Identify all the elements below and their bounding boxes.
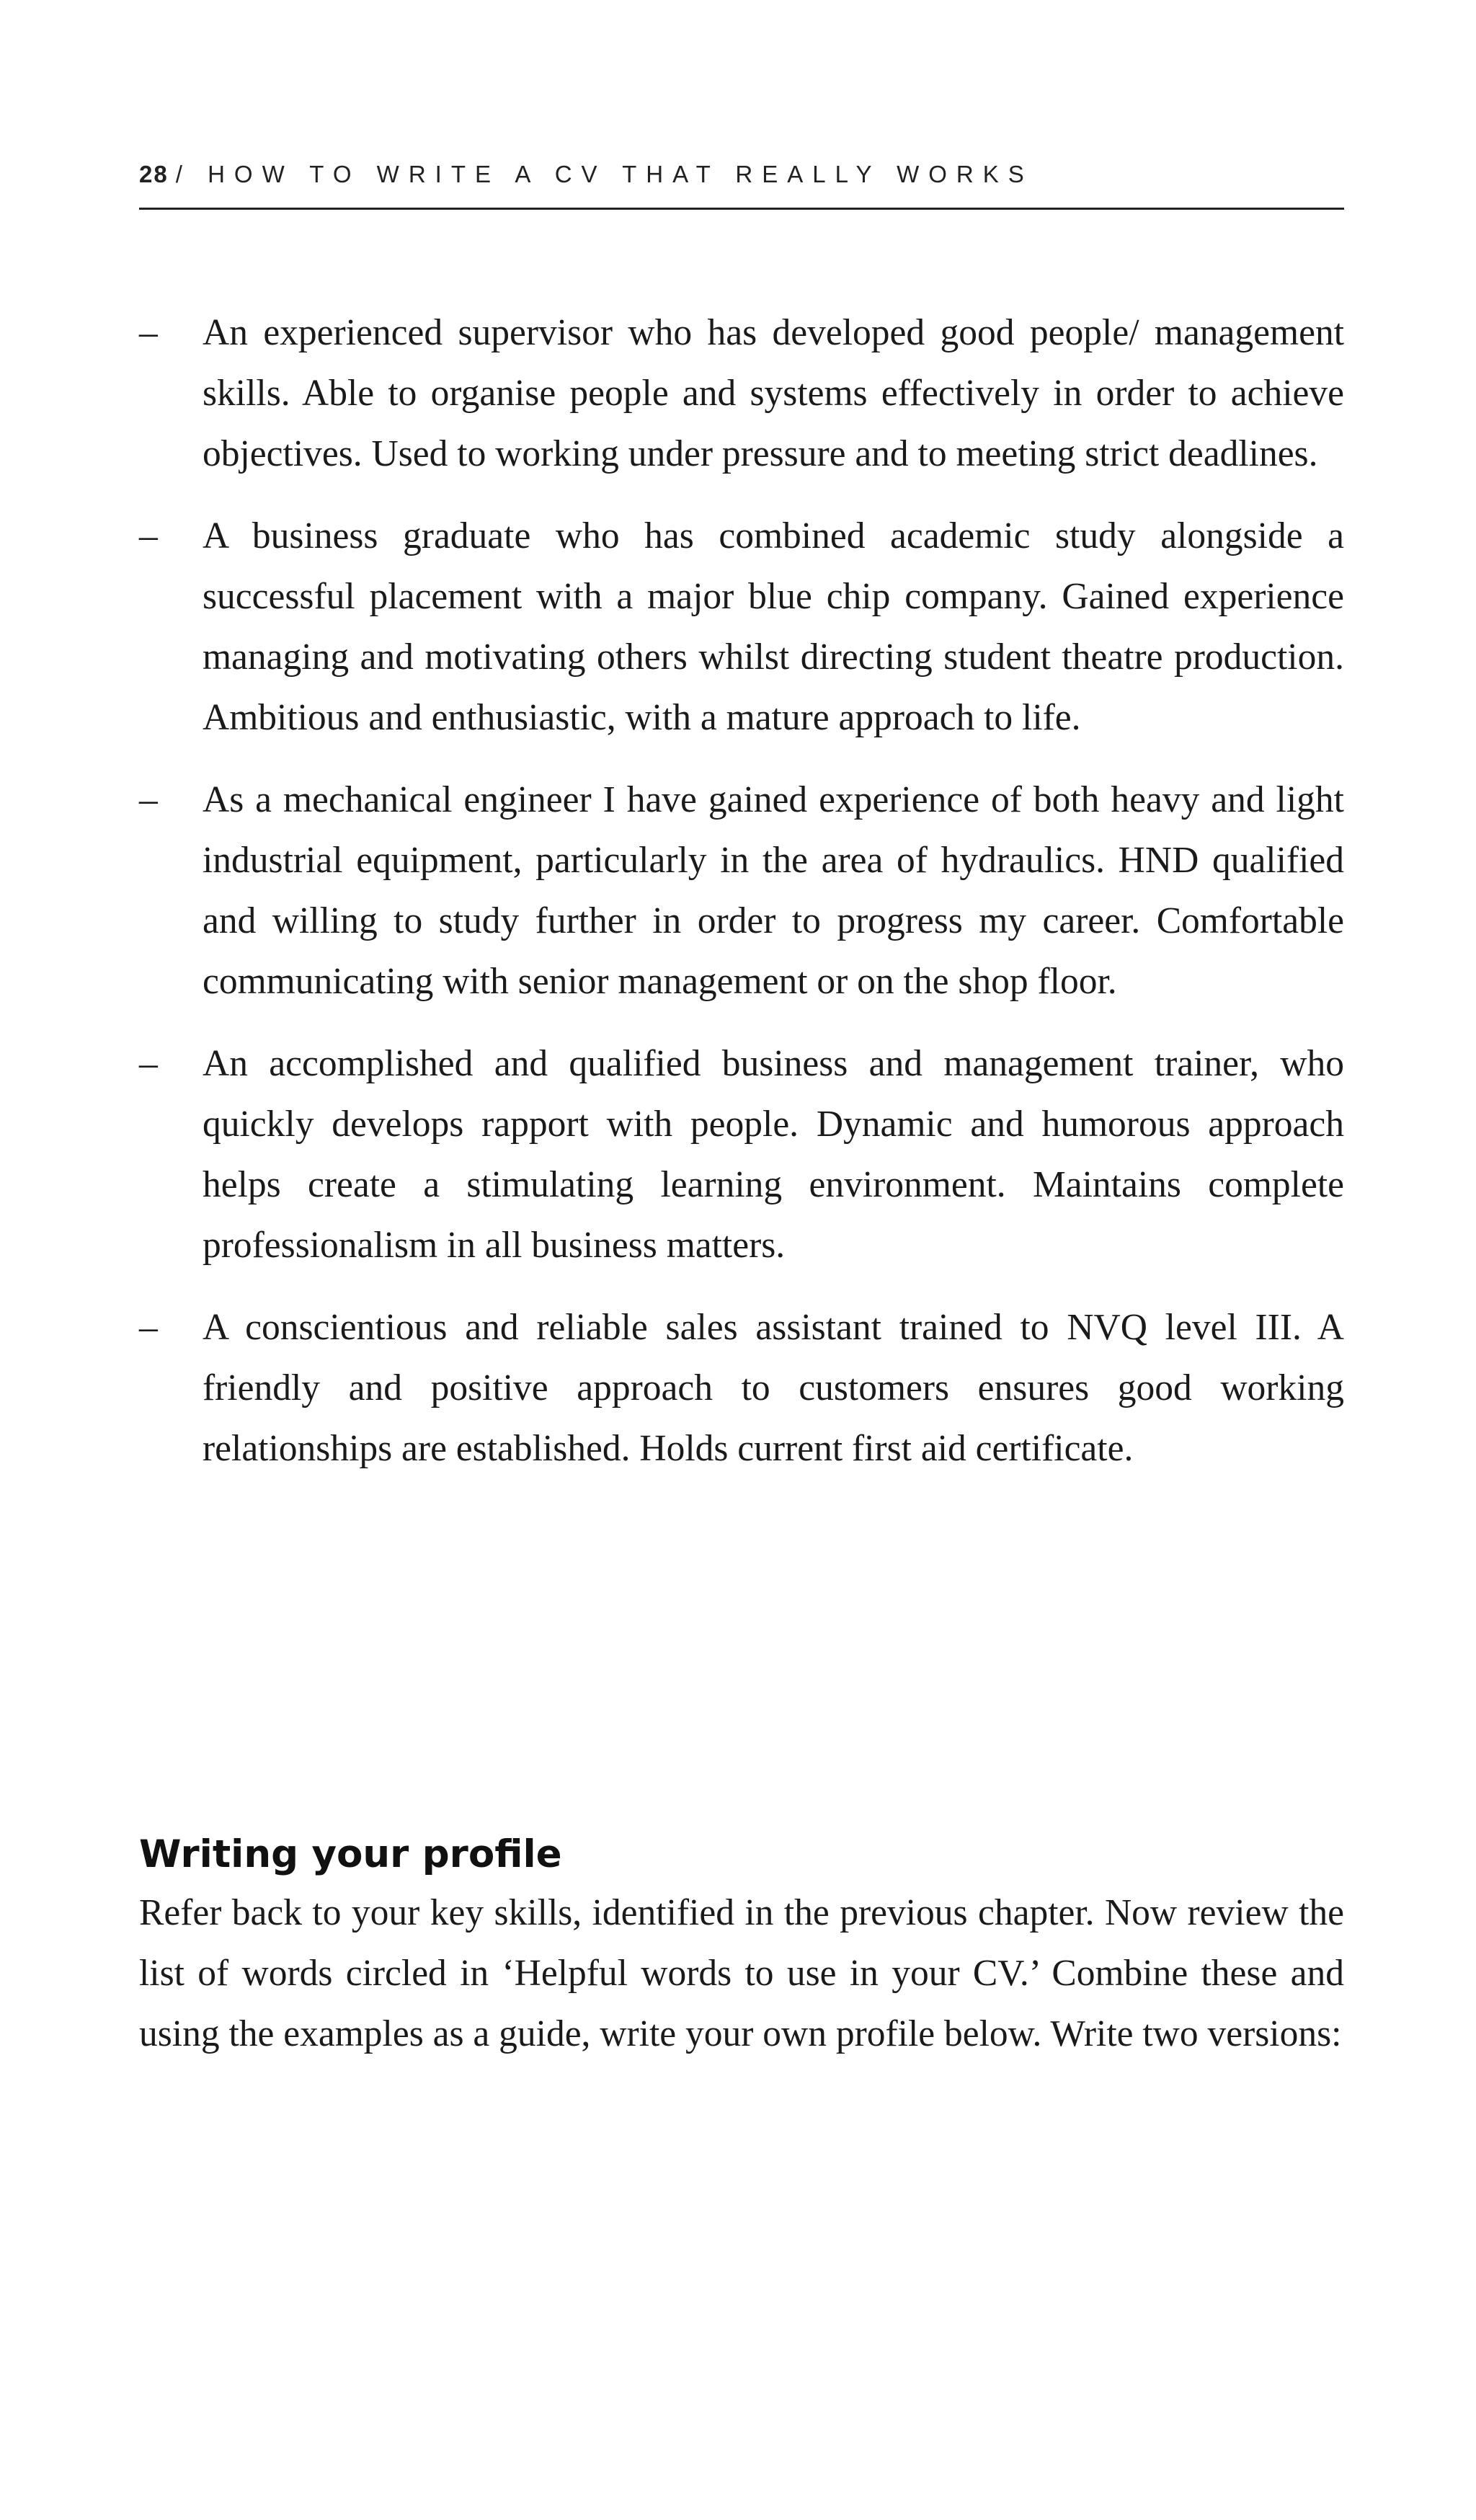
header-rule [139,208,1344,210]
profile-text: An experienced supervisor who has developed good people/ management skills. Able to organise people and systems effectively in order to achieve objectives. Used to working under pressure and to meeting strict deadlines. [203,312,1344,474]
dash-bullet: – [139,312,158,353]
list-item [139,1297,1344,1479]
profile-text: An accomplished and qualified business and management trainer, who quickly develops rapport with people. Dynamic and humorous approach helps create a stimulating learning environment. Maintains complete professionalism in all business matters. [203,1043,1344,1266]
list-item [139,770,1344,1012]
profile-text: A conscientious and reliable sales assistant trained to NVQ level III. A friendly and positive approach to customers ensures good working relationships are established. Holds current first aid certificate. [203,1307,1344,1469]
dash-bullet: – [139,1307,158,1348]
list-item [139,1034,1344,1276]
example-profiles-list [139,303,1344,1501]
profile-text: A business graduate who has combined academic study alongside a successful placement with a major blue chip company. Gained experience managing and motivating others whilst directing student theatre production. Ambitious and enthusiastic, with a mature approach to life. [203,515,1344,738]
dash-bullet: – [139,1043,158,1084]
profile-text: As a mechanical engineer I have gained experience of both heavy and light industrial equipment, particularly in the area of hydraulics. HND qualified and willing to study further in order to progress my career. Comfortable communicating with senior management or on the shop floor. [203,779,1344,1002]
dash-bullet: – [139,779,158,820]
section-paragraph: Refer back to your key skills, identified in the previous chapter. Now review the list of words circled in ‘Helpful words to use in your CV.’ Combine these and using the examples as a guide, write your own profile below. Write two versions: [139,1892,1344,2054]
book-page [139,0,1344,2520]
section-heading: Writing your profile [139,1832,562,1876]
page-number: 28 [139,161,169,187]
header-separator: / [175,161,192,187]
list-item [139,506,1344,748]
list-item [139,303,1344,484]
running-header [139,160,1344,189]
book-title: HOW TO WRITE A CV THAT REALLY WORKS [208,161,1033,187]
dash-bullet: – [139,515,158,556]
